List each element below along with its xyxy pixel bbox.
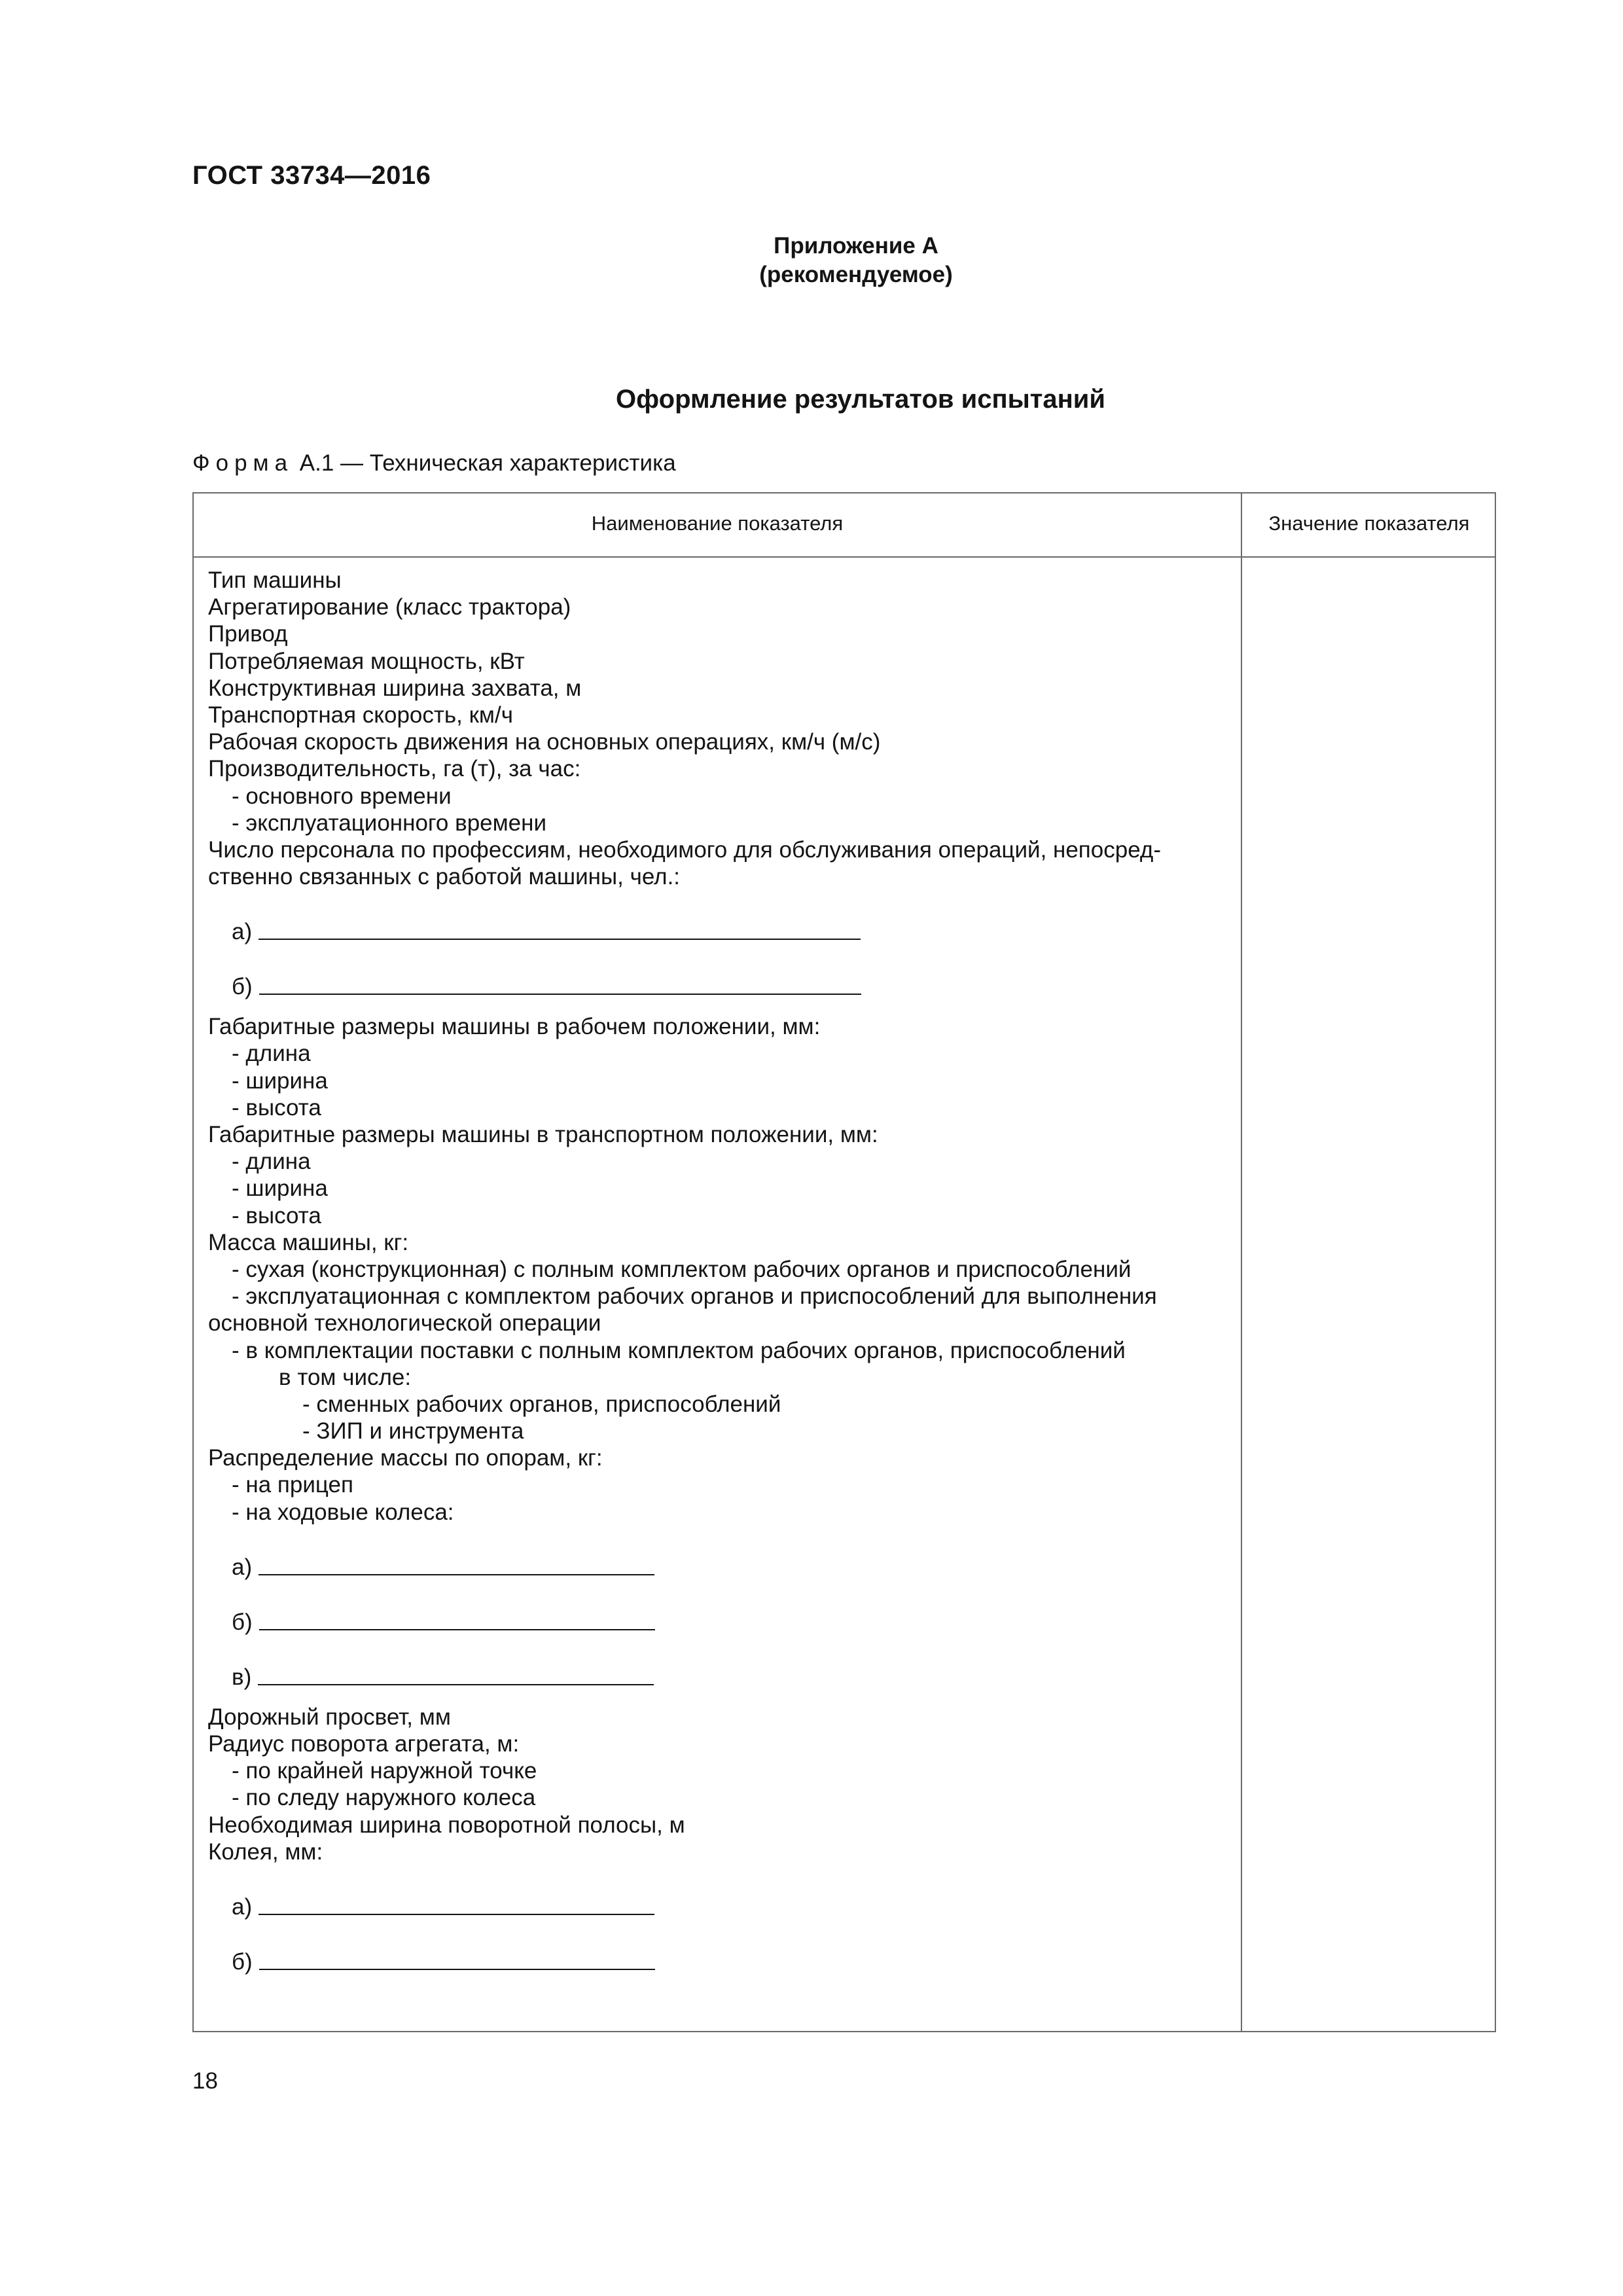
fill-in-underline[interactable]	[258, 1664, 654, 1685]
fill-in-line	[208, 1636, 1229, 1691]
parameter-subline: - по крайней наружной точке	[232, 1758, 537, 1784]
page-number: 18	[192, 2068, 218, 2094]
fill-in-label: а)	[232, 1893, 253, 1920]
fill-in-line	[208, 1526, 1229, 1581]
parameter-line: Производительность, га (т), за час:	[208, 756, 581, 782]
parameter-subline: - на прицеп	[232, 1472, 353, 1498]
fill-in-line	[208, 1920, 1229, 1975]
parameter-subline: - сухая (конструкционная) с полным комплектом рабочих органов и приспособлений	[232, 1256, 1132, 1282]
parameter-line: Габаритные размеры машины в рабочем положении, мм:	[208, 1014, 821, 1040]
fill-in-line	[208, 890, 1229, 945]
parameter-line: Радиус поворота агрегата, м:	[208, 1731, 520, 1757]
fill-in-label: а)	[232, 919, 253, 945]
parameter-subline: - в комплектации поставки с полным комплектом рабочих органов, приспособлений	[232, 1337, 1126, 1363]
column-header-name: Наименование показателя	[591, 512, 844, 535]
column-divider	[1241, 493, 1242, 2031]
fill-in-label: б)	[232, 1609, 253, 1635]
parameter-subline: - на ходовые колеса:	[232, 1499, 454, 1525]
parameter-subline: в том числе:	[279, 1364, 412, 1390]
parameter-subline: - длина	[232, 1041, 311, 1067]
fill-in-underline[interactable]	[259, 974, 861, 995]
characteristics-table	[192, 492, 1496, 2032]
parameter-line: Агрегатирование (класс трактора)	[208, 594, 571, 620]
fill-in-underline[interactable]	[259, 1609, 655, 1630]
column-header-value: Значение показателя	[1268, 512, 1470, 535]
fill-in-line	[208, 945, 1229, 1000]
fill-in-line	[208, 1865, 1229, 1920]
parameter-line: Колея, мм:	[208, 1839, 323, 1865]
standard-code: ГОСТ 33734—2016	[192, 161, 431, 190]
fill-in-underline[interactable]	[259, 1554, 654, 1575]
parameter-line: Число персонала по профессиям, необходимого для обслуживания операций, непосред-	[208, 836, 1161, 863]
parameter-subline: - высота	[232, 1202, 321, 1229]
fill-in-label: б)	[232, 1948, 253, 1975]
parameter-subline: - высота	[232, 1094, 321, 1121]
parameter-subline: - эксплуатационная с комплектом рабочих органов и приспособлений для выполнения	[232, 1283, 1157, 1310]
parameter-subline: - ширина	[232, 1067, 328, 1094]
fill-in-underline[interactable]	[259, 919, 861, 940]
parameter-line: Рабочая скорость движения на основных операциях, км/ч (м/с)	[208, 729, 881, 755]
appendix-title: Приложение А	[774, 233, 938, 259]
parameter-line: Габаритные размеры машины в транспортном положении, мм:	[208, 1122, 878, 1147]
spacer	[208, 1691, 1229, 1704]
parameter-line: Привод	[208, 621, 288, 647]
parameter-line: Масса машины, кг:	[208, 1229, 409, 1255]
form-caption-prefix: Форма	[192, 450, 294, 476]
spacer	[208, 1000, 1229, 1013]
parameter-list	[208, 567, 1229, 1975]
appendix-status: (рекомендуемое)	[759, 262, 953, 287]
fill-in-label: б)	[232, 974, 253, 1000]
fill-in-underline[interactable]	[259, 1894, 654, 1915]
parameter-line: Распределение массы по опорам, кг:	[208, 1445, 603, 1471]
parameter-line: Тип машины	[208, 567, 342, 593]
parameter-line: Транспортная скорость, км/ч	[208, 702, 513, 728]
parameter-subline: - ЗИП и инструмента	[302, 1418, 524, 1444]
parameter-line: ственно связанных с работой машины, чел.:	[208, 864, 681, 890]
parameter-subline: - по следу наружного колеса	[232, 1785, 536, 1811]
parameter-subline: - сменных рабочих органов, приспособлений	[302, 1391, 781, 1417]
parameter-line: Потребляемая мощность, кВт	[208, 648, 525, 674]
form-caption	[192, 450, 676, 476]
parameter-line: Дорожный просвет, мм	[208, 1704, 451, 1730]
section-title: Оформление результатов испытаний	[616, 385, 1105, 414]
parameter-line: Конструктивная ширина захвата, м	[208, 675, 582, 701]
parameter-subline: - длина	[232, 1149, 311, 1175]
parameter-subline: - ширина	[232, 1175, 328, 1202]
fill-in-line	[208, 1581, 1229, 1636]
form-caption-text: А.1 — Техническая характеристика	[293, 450, 676, 476]
header-divider	[194, 556, 1495, 558]
fill-in-label: а)	[232, 1554, 253, 1580]
parameter-line: Необходимая ширина поворотной полосы, м	[208, 1812, 685, 1838]
parameter-line: основной технологической операции	[208, 1310, 601, 1336]
parameter-subline: - основного времени	[232, 783, 452, 809]
fill-in-underline[interactable]	[259, 1949, 655, 1970]
parameter-subline: - эксплуатационного времени	[232, 810, 547, 836]
fill-in-label: в)	[232, 1664, 252, 1690]
